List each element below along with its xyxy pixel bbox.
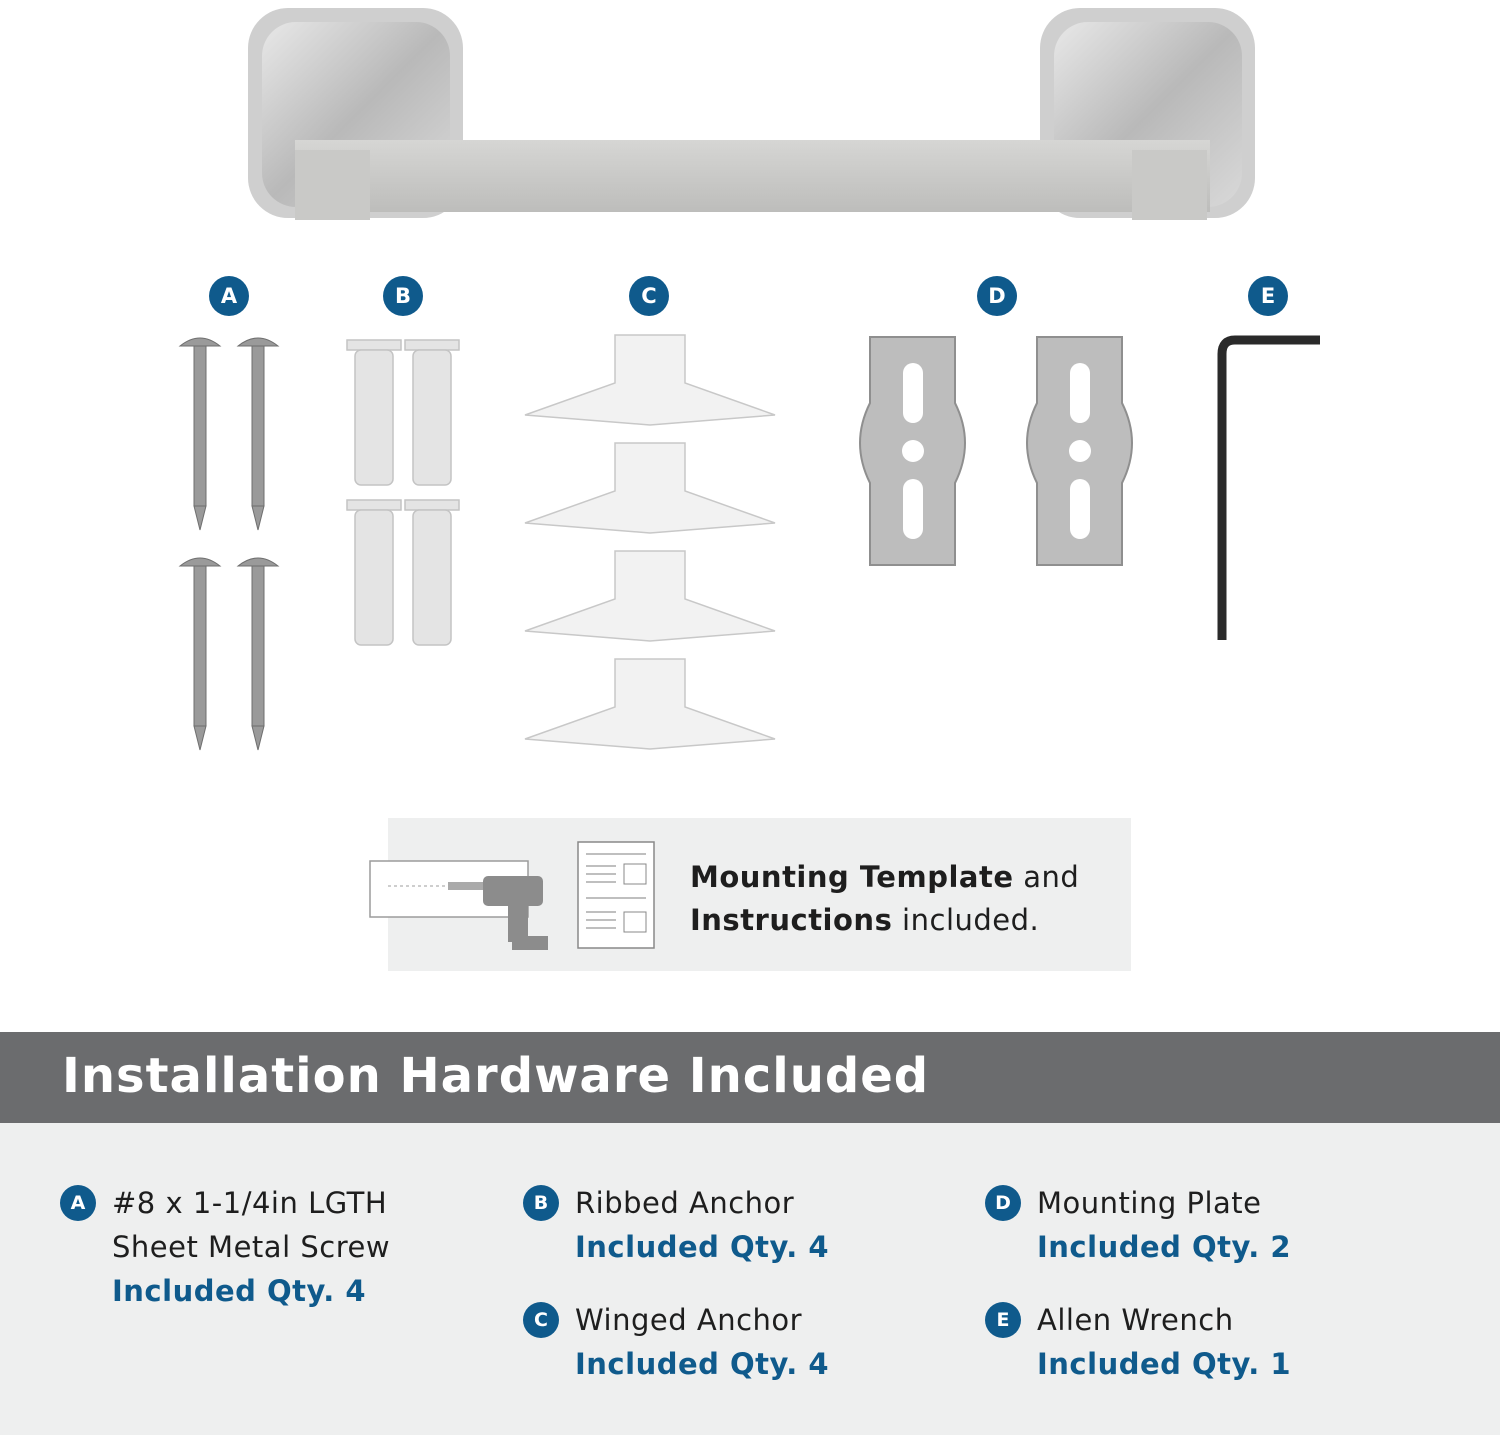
badge-e: E bbox=[1248, 276, 1288, 316]
winged-anchors-image bbox=[520, 333, 780, 753]
towel-bar-image bbox=[240, 0, 1265, 230]
template-normal-1: and bbox=[1013, 860, 1080, 894]
hardware-list-panel bbox=[0, 1123, 1500, 1435]
item-a-line2: Sheet Metal Screw bbox=[112, 1230, 391, 1264]
mounting-plates-image bbox=[845, 333, 1150, 573]
ribbed-anchors-image bbox=[343, 338, 463, 648]
section-header bbox=[0, 1032, 1500, 1123]
item-a-qty: Included Qty. 4 bbox=[112, 1274, 367, 1308]
badge-c: C bbox=[629, 276, 669, 316]
template-text bbox=[690, 856, 1079, 942]
badge-a: A bbox=[209, 276, 249, 316]
item-d-line1: Mounting Plate bbox=[1037, 1186, 1262, 1220]
item-b-qty: Included Qty. 4 bbox=[575, 1230, 830, 1264]
screws-image bbox=[170, 330, 290, 760]
item-b-line1: Ribbed Anchor bbox=[575, 1186, 795, 1220]
template-normal-2: included. bbox=[892, 903, 1040, 937]
allen-wrench-image bbox=[1210, 330, 1330, 650]
item-c-badge: C bbox=[523, 1302, 559, 1338]
item-b-badge: B bbox=[523, 1185, 559, 1221]
item-e-qty: Included Qty. 1 bbox=[1037, 1347, 1292, 1381]
badge-b: B bbox=[383, 276, 423, 316]
item-e-line1: Allen Wrench bbox=[1037, 1303, 1234, 1337]
template-bold-2: Instructions bbox=[690, 903, 893, 937]
template-info-box bbox=[388, 818, 1131, 971]
item-d-qty: Included Qty. 2 bbox=[1037, 1230, 1292, 1264]
badge-d: D bbox=[977, 276, 1017, 316]
item-d-badge: D bbox=[985, 1185, 1021, 1221]
instructions-document-icon bbox=[576, 840, 656, 950]
item-c-line1: Winged Anchor bbox=[575, 1303, 803, 1337]
item-e-badge: E bbox=[985, 1302, 1021, 1338]
item-c-qty: Included Qty. 4 bbox=[575, 1347, 830, 1381]
item-a-line1: #8 x 1-1/4in LGTH bbox=[112, 1186, 388, 1220]
item-a-badge: A bbox=[60, 1185, 96, 1221]
section-title: Installation Hardware Included bbox=[62, 1048, 930, 1104]
template-bold-1: Mounting Template bbox=[690, 860, 1014, 894]
drill-template-icon bbox=[368, 858, 548, 953]
